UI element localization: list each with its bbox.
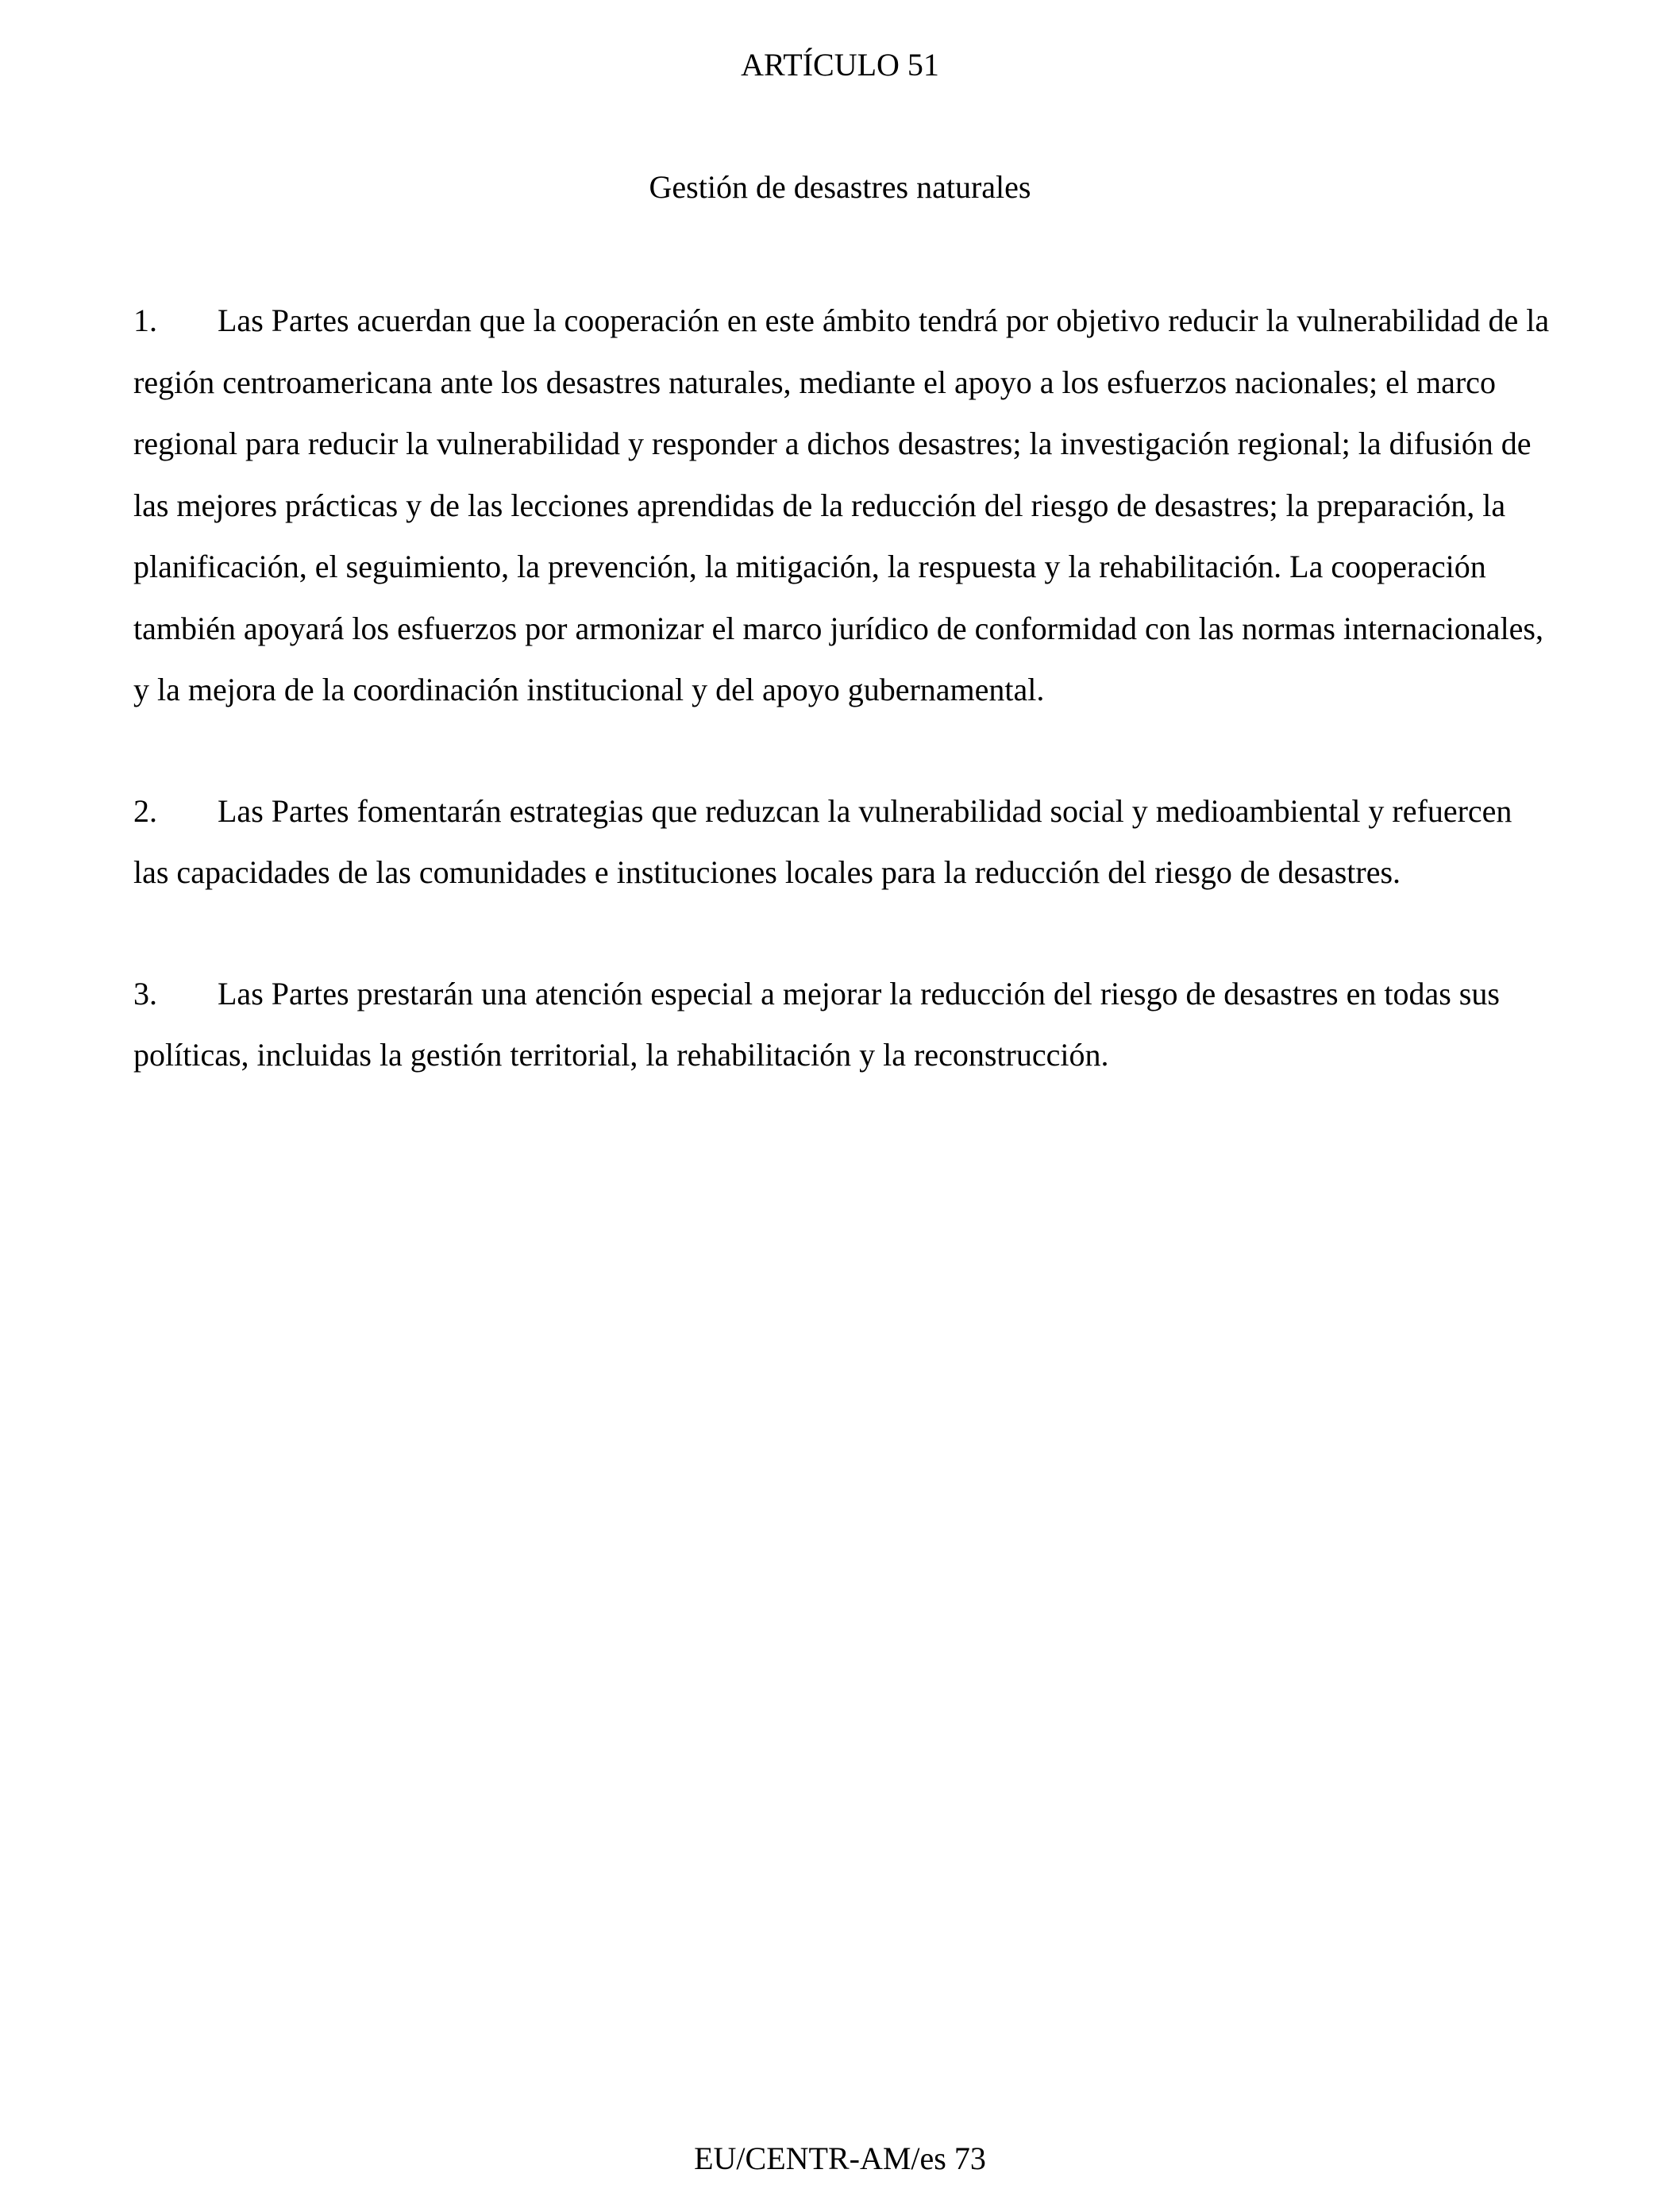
- page-footer: EU/CENTR-AM/es 73: [694, 2140, 986, 2176]
- paragraph-text: Las Partes acuerdan que la cooperación en este ámbito tendrá por objetivo reducir la vulnerabilidad de la región centroamericana ante los desastres naturales, mediante el apoyo a los esfuerzos nacionales; el marco regional para reducir la vulnerabilidad y responder a dichos desastres; la investigación regional; la difusión de las mejores prácticas y de las lecciones aprendidas de la reducción del riesgo de desastres; la preparación, la planificación, el seguimiento, la prevención, la mitigación, la respuesta y la rehabilitación. La cooperación también apoyará los esfuerzos por armonizar el marco jurídico de conformidad con las normas internacionales, y la mejora de la coordinación institucional y del apoyo gubernamental.: [133, 302, 1550, 707]
- paragraph-2: [133, 780, 1555, 904]
- paragraph-number: 2.: [133, 792, 157, 829]
- article-number: ARTÍCULO 51: [741, 47, 939, 83]
- paragraph-number: 1.: [133, 302, 157, 338]
- article-body: [133, 290, 1555, 1146]
- paragraph-text: Las Partes fomentarán estrategias que reduzcan la vulnerabilidad social y medioambiental y refuercen las capacidades de las comunidades e instituciones locales para la reducción del riesgo de desastres.: [133, 792, 1512, 890]
- paragraph-number: 3.: [133, 975, 157, 1011]
- paragraph-1: [133, 290, 1555, 721]
- paragraph-text: Las Partes prestarán una atención especial a mejorar la reducción del riesgo de desastres en todas sus políticas, incluidas la gestión territorial, la rehabilitación y la reconstrucción.: [133, 975, 1500, 1073]
- paragraph-3: [133, 963, 1555, 1086]
- article-title: Gestión de desastres naturales: [649, 169, 1031, 205]
